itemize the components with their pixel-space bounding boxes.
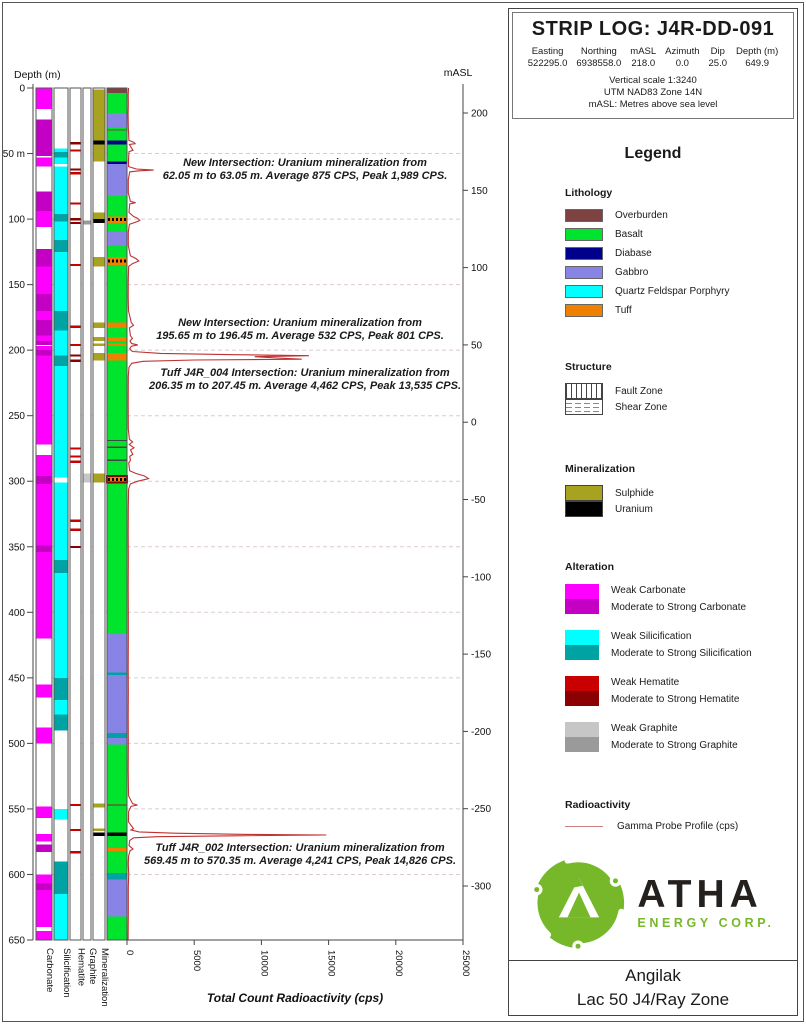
collar-field: Depth (m) 649.9 — [736, 46, 779, 69]
legend-swatch — [565, 285, 603, 298]
legend-section-title: Mineralization — [565, 463, 636, 475]
svg-text:200: 200 — [8, 345, 25, 357]
note-datum: UTM NAD83 Zone 14N — [603, 87, 703, 98]
svg-text:100: 100 — [471, 263, 488, 275]
legend-item — [565, 266, 789, 279]
svg-text:Silicification: Silicification — [61, 948, 72, 998]
svg-text:62.05 m to 63.05 m. Average 87: 62.05 m to 63.05 m. Average 875 CPS, Peak 1,989 CPS. — [162, 170, 448, 182]
collar-field: Dip 25.0 — [708, 46, 727, 69]
legend-label: Weak Silicification Moderate to Strong Silicification — [611, 631, 752, 659]
collar-field: Northing 6938558.0 — [576, 46, 622, 69]
svg-text:5000: 5000 — [191, 950, 203, 972]
legend-label: Weak Graphite Moderate to Strong Graphite — [611, 723, 738, 751]
svg-text:-250: -250 — [471, 804, 492, 816]
svg-text:150: 150 — [8, 280, 25, 292]
svg-text:450: 450 — [8, 673, 25, 685]
svg-text:Tuff J4R_002 Intersection: Ura: Tuff J4R_002 Intersection: Uranium mineralization from — [155, 842, 445, 854]
svg-text:15000: 15000 — [325, 950, 337, 977]
collar-field: mASL 218.0 — [630, 46, 657, 69]
svg-text:300: 300 — [8, 476, 25, 488]
svg-text:Hematite: Hematite — [75, 948, 87, 987]
svg-text:550: 550 — [8, 804, 25, 816]
legend-swatch — [565, 722, 599, 752]
legend-item — [565, 501, 789, 517]
svg-text:100: 100 — [8, 214, 25, 226]
legend-swatch — [565, 485, 603, 501]
legend-label: Quartz Feldspar Porphyry — [615, 286, 730, 297]
svg-text:569.45 m to 570.35 m. Average: 569.45 m to 570.35 m. Average 4,241 CPS, Peak 14,826 CPS. — [143, 855, 457, 867]
legend-item — [565, 399, 789, 415]
gamma-line-swatch — [565, 826, 603, 827]
legend-label: Uranium — [615, 503, 653, 515]
legend-label: Diabase — [615, 248, 652, 259]
legend-label: Basalt — [615, 229, 643, 240]
legend-section-title: Structure — [565, 361, 612, 373]
legend-section-structure — [565, 361, 789, 415]
legend-section-title: Lithology — [565, 187, 613, 199]
svg-text:206.35 m to 207.45 m. Average: 206.35 m to 207.45 m. Average 4,462 CPS, Peak 13,535 CPS. — [148, 380, 462, 392]
legend-swatch — [565, 584, 599, 614]
svg-text:Tuff J4R_004 Intersection: Ura: Tuff J4R_004 Intersection: Uranium mineralization from — [160, 367, 450, 379]
collar-fields — [515, 46, 791, 69]
legend-item — [565, 583, 789, 615]
legend-section-mineralization — [565, 463, 789, 517]
legend-item — [565, 675, 789, 707]
legend-label: Overburden — [615, 210, 668, 221]
company-logo — [509, 855, 797, 951]
legend-swatch — [565, 676, 599, 706]
svg-text:195.65 m to 196.45 m. Average: 195.65 m to 196.45 m. Average 532 CPS, Peak 801 CPS. — [156, 330, 444, 342]
legend-label: Sulphide — [615, 487, 654, 499]
legend-item — [565, 383, 789, 399]
strip-columns — [36, 88, 105, 940]
svg-text:150: 150 — [471, 185, 488, 197]
logo-subtitle: ENERGY CORP. — [637, 916, 775, 930]
legend-section-title: Radioactivity — [565, 799, 631, 811]
project-name: Angilak — [625, 966, 681, 985]
svg-text:Graphite: Graphite — [87, 948, 98, 985]
svg-text:10000: 10000 — [258, 950, 270, 977]
collar-field: Easting 522295.0 — [527, 46, 568, 69]
legend-item — [565, 247, 789, 260]
logo-brand: ATHA — [637, 873, 763, 916]
svg-text:20000: 20000 — [392, 950, 404, 977]
legend-item — [565, 228, 789, 241]
svg-text:600: 600 — [8, 869, 25, 881]
legend-label: Shear Zone — [615, 401, 668, 413]
legend-label: Fault Zone — [615, 385, 663, 397]
note-scale: Vertical scale 1:3240 — [609, 75, 697, 86]
svg-text:500: 500 — [8, 738, 25, 750]
gamma-profile-line — [128, 88, 326, 940]
svg-text:650: 650 — [8, 935, 25, 947]
legend-label: Tuff — [615, 305, 632, 316]
legend-label: Weak Carbonate Moderate to Strong Carbonate — [611, 585, 747, 613]
legend-swatch — [565, 247, 603, 260]
legend-swatch — [565, 209, 603, 222]
info-panel — [508, 8, 798, 1016]
svg-text:250: 250 — [8, 411, 25, 423]
svg-text:350: 350 — [8, 542, 25, 554]
legend-section-title: Alteration — [565, 561, 615, 573]
column-labels — [44, 948, 110, 1007]
legend-section-lithology — [565, 187, 789, 317]
collar-field: Azimuth 0.0 — [665, 46, 700, 69]
legend-swatch — [565, 266, 603, 279]
svg-text:50: 50 — [471, 340, 483, 352]
legend-item — [565, 821, 789, 832]
atha-logo-icon — [531, 855, 627, 951]
header-notes — [515, 75, 791, 111]
svg-text:-100: -100 — [471, 572, 492, 584]
svg-text:0: 0 — [471, 417, 477, 429]
svg-text:New Intersection: Uranium mine: New Intersection: Uranium mineralization from — [178, 317, 422, 329]
svg-text:Total Count Radioactivity (cps: Total Count Radioactivity (cps) — [206, 991, 384, 1005]
legend-swatch — [565, 501, 603, 517]
legend-item — [565, 285, 789, 298]
legend-swatch — [565, 383, 603, 399]
legend-swatch — [565, 304, 603, 317]
legend-swatch — [565, 630, 599, 660]
legend-label: Gabbro — [615, 267, 649, 278]
svg-text:Depth (m): Depth (m) — [14, 69, 61, 81]
legend-label: Weak Hematite Moderate to Strong Hematite — [611, 677, 740, 705]
legend-section-radioactivity — [565, 799, 789, 832]
legend-item — [565, 209, 789, 222]
svg-text:Mineralization: Mineralization — [99, 948, 110, 1007]
svg-text:200: 200 — [471, 108, 488, 120]
legend-section-alteration — [565, 561, 789, 753]
page-title: STRIP LOG: J4R-DD-091 — [531, 18, 775, 40]
legend-item — [565, 629, 789, 661]
svg-text:New Intersection: Uranium mine: New Intersection: Uranium mineralization from — [183, 157, 427, 169]
svg-text:0: 0 — [19, 83, 25, 95]
svg-text:-200: -200 — [471, 726, 492, 738]
legend-item — [565, 721, 789, 753]
svg-text:-150: -150 — [471, 649, 492, 661]
svg-text:Carbonate: Carbonate — [44, 948, 55, 993]
svg-text:-300: -300 — [471, 881, 492, 893]
legend-swatch — [565, 228, 603, 241]
svg-text:50 m: 50 m — [2, 149, 25, 161]
legend-item — [565, 485, 789, 501]
svg-text:25000: 25000 — [460, 950, 471, 977]
radioactivity-axis — [124, 940, 471, 1005]
lithology-column — [107, 88, 127, 940]
title-block — [509, 960, 797, 1015]
svg-text:mASL: mASL — [443, 67, 473, 79]
svg-text:400: 400 — [8, 607, 25, 619]
note-masl: mASL: Metres above sea level — [588, 99, 718, 110]
logo-wordmark — [637, 873, 775, 930]
intersection-annotations — [144, 157, 461, 867]
svg-text:0: 0 — [124, 950, 135, 956]
legend-label: Gamma Probe Profile (cps) — [617, 821, 739, 832]
legend-title: Legend — [624, 145, 682, 162]
svg-text:-50: -50 — [471, 495, 486, 506]
zone-name: Lac 50 J4/Ray Zone — [576, 990, 730, 1009]
header-box — [512, 12, 794, 119]
legend-swatch — [565, 399, 603, 415]
legend-item — [565, 304, 789, 317]
legend — [565, 187, 789, 832]
